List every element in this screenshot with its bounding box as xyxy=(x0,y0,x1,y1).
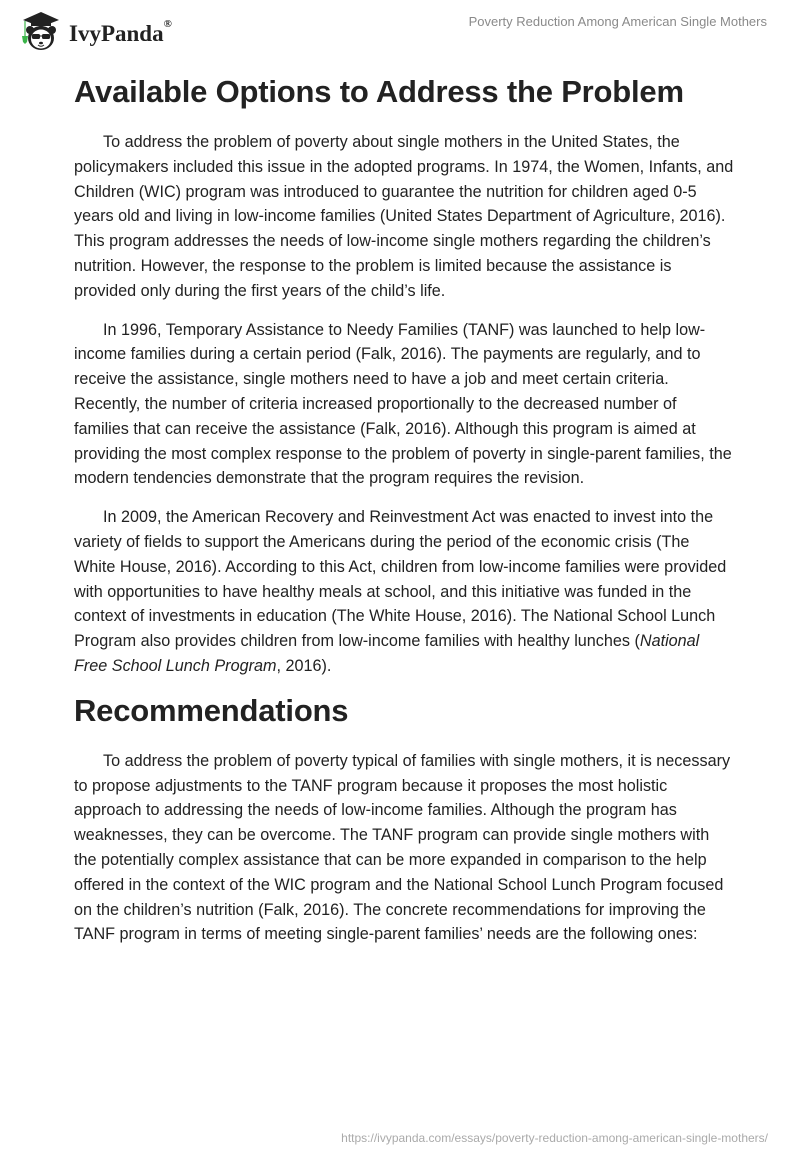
paragraph-text: In 2009, the American Recovery and Reinvestment Act was enacted to invest into the variety of fields to support the Americans during the period of the economic crisis (The White House, 2016). According to this Act, children from low-income families were provided with opportunities to have healthy meals at school, and this initiative was funded in the context of investments in education (The White House, 2016). The National School Lunch Program also provides children from low-income families with healthy lunches ( xyxy=(74,508,727,651)
section-heading-recommendations: Recommendations xyxy=(74,692,349,728)
section-heading-available-options: Available Options to Address the Problem xyxy=(74,74,684,109)
essay-content xyxy=(74,70,734,961)
paragraph: In 1996, Temporary Assistance to Needy Families (TANF) was launched to help low-income families during a certain period (Falk, 2016). The payments are regularly, and to receive the assistance, single mothers need to have a job and meet certain criteria. Recently, the number of criteria increased proportionally to the decreased number of families that can receive the assistance (Falk, 2016). Although this program is aimed at providing the most complex response to the problem of poverty in single-parent families, the modern tendencies demonstrate that the program requires the revision. xyxy=(74,320,732,488)
logo-wordmark: IvyPanda xyxy=(69,21,164,46)
registered-mark: ® xyxy=(163,18,172,30)
page-header xyxy=(0,0,800,60)
paragraph: To address the problem of poverty about single mothers in the United States, the policymakers included this issue in the adopted programs. In 1974, the Women, Infants, and Children (WIC) program was introduced to guarantee the nutrition for children aged 0-5 years old and living in low-income families (United States Department of Agriculture, 2016). This program addresses the needs of low-income single mothers regarding the children’s nutrition. However, the response to the problem is limited because the assistance is provided only during the first years of the child’s life. xyxy=(74,133,734,300)
document-title: Poverty Reduction Among American Single Mothers xyxy=(468,14,767,29)
paragraph xyxy=(74,505,734,679)
logo[interactable] xyxy=(17,9,172,55)
paragraph: To address the problem of poverty typical of families with single mothers, it is necessary to propose adjustments to the TANF program because it proposes the most holistic approach to addressing the needs of low-income families. Although the program has weaknesses, they can be overcome. The TANF program can provide single mothers with the potentially complex assistance that can be more expanded in comparison to the help offered in the context of the WIC program and the National School Lunch Program focused on the children’s nutrition (Falk, 2016). The concrete recommendations for improving the TANF program in terms of meeting single-parent families’ needs are the following ones: xyxy=(74,751,731,944)
logo-text xyxy=(69,18,172,47)
footer-url[interactable]: https://ivypanda.com/essays/poverty-reduction-among-american-single-mothers/ xyxy=(341,1131,768,1145)
panda-logo-icon xyxy=(17,9,63,55)
italic-citation: National Free School Lunch Program xyxy=(74,632,700,675)
paragraph-text: , 2016). xyxy=(276,656,332,675)
